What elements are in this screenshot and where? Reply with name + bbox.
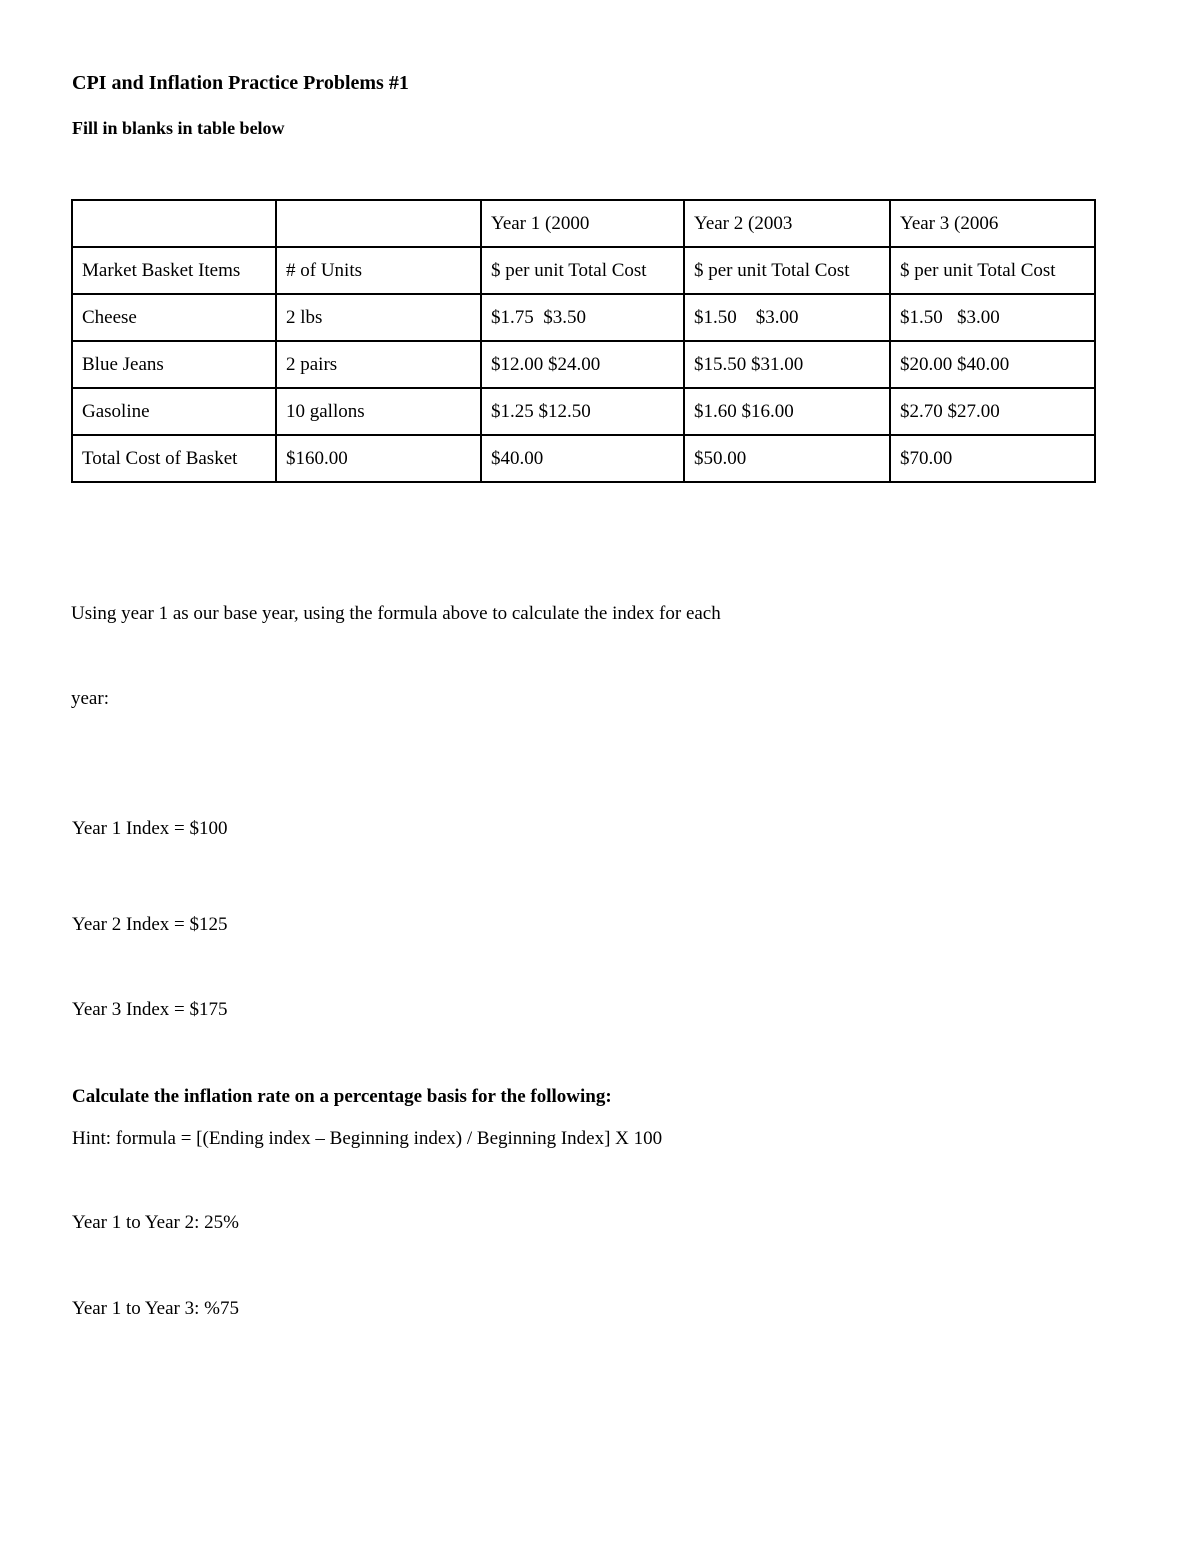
table-cell: 10 gallons xyxy=(276,388,481,435)
table-row xyxy=(72,247,1095,294)
table-cell: Year 1 (2000 xyxy=(481,200,684,247)
table-cell: $70.00 xyxy=(890,435,1095,482)
table-row xyxy=(72,200,1095,247)
table-cell: $20.00 $40.00 xyxy=(890,341,1095,388)
inflation-year1-to-year3: Year 1 to Year 3: %75 xyxy=(72,1298,239,1319)
table-row xyxy=(72,435,1095,482)
year3-index: Year 3 Index = $175 xyxy=(72,999,228,1020)
table-cell: $15.50 $31.00 xyxy=(684,341,890,388)
table-cell: Gasoline xyxy=(72,388,276,435)
table-row xyxy=(72,341,1095,388)
inflation-heading: Calculate the inflation rate on a percentage basis for the following: xyxy=(72,1086,612,1107)
market-basket-table xyxy=(71,199,1096,483)
table-cell xyxy=(276,200,481,247)
table-row xyxy=(72,388,1095,435)
table-cell: $1.50 $3.00 xyxy=(890,294,1095,341)
table-cell: # of Units xyxy=(276,247,481,294)
page-title: CPI and Inflation Practice Problems #1 xyxy=(72,72,409,94)
table-cell: Year 3 (2006 xyxy=(890,200,1095,247)
inflation-year1-to-year2: Year 1 to Year 2: 25% xyxy=(72,1212,239,1233)
table-cell: $ per unit Total Cost xyxy=(684,247,890,294)
instruction-line-1: Using year 1 as our base year, using the formula above to calculate the index for each xyxy=(71,603,721,624)
table-cell: $160.00 xyxy=(276,435,481,482)
table-cell: Market Basket Items xyxy=(72,247,276,294)
table-cell: $ per unit Total Cost xyxy=(890,247,1095,294)
table-cell: $1.25 $12.50 xyxy=(481,388,684,435)
table-cell: $1.75 $3.50 xyxy=(481,294,684,341)
page-subtitle: Fill in blanks in table below xyxy=(72,118,285,138)
table-cell: $50.00 xyxy=(684,435,890,482)
year1-index: Year 1 Index = $100 xyxy=(72,818,228,839)
table-row xyxy=(72,294,1095,341)
table-cell: Blue Jeans xyxy=(72,341,276,388)
table-cell: Year 2 (2003 xyxy=(684,200,890,247)
formula-hint: Hint: formula = [(Ending index – Beginning index) / Beginning Index] X 100 xyxy=(72,1128,663,1149)
table-cell: $40.00 xyxy=(481,435,684,482)
table-cell: $ per unit Total Cost xyxy=(481,247,684,294)
table-cell: Total Cost of Basket xyxy=(72,435,276,482)
table-cell xyxy=(72,200,276,247)
table-cell: $1.60 $16.00 xyxy=(684,388,890,435)
table-cell: Cheese xyxy=(72,294,276,341)
table-cell: $12.00 $24.00 xyxy=(481,341,684,388)
table-cell: 2 pairs xyxy=(276,341,481,388)
year2-index: Year 2 Index = $125 xyxy=(72,914,228,935)
table-cell: $1.50 $3.00 xyxy=(684,294,890,341)
instruction-line-2: year: xyxy=(71,688,109,709)
table-cell: 2 lbs xyxy=(276,294,481,341)
table-cell: $2.70 $27.00 xyxy=(890,388,1095,435)
